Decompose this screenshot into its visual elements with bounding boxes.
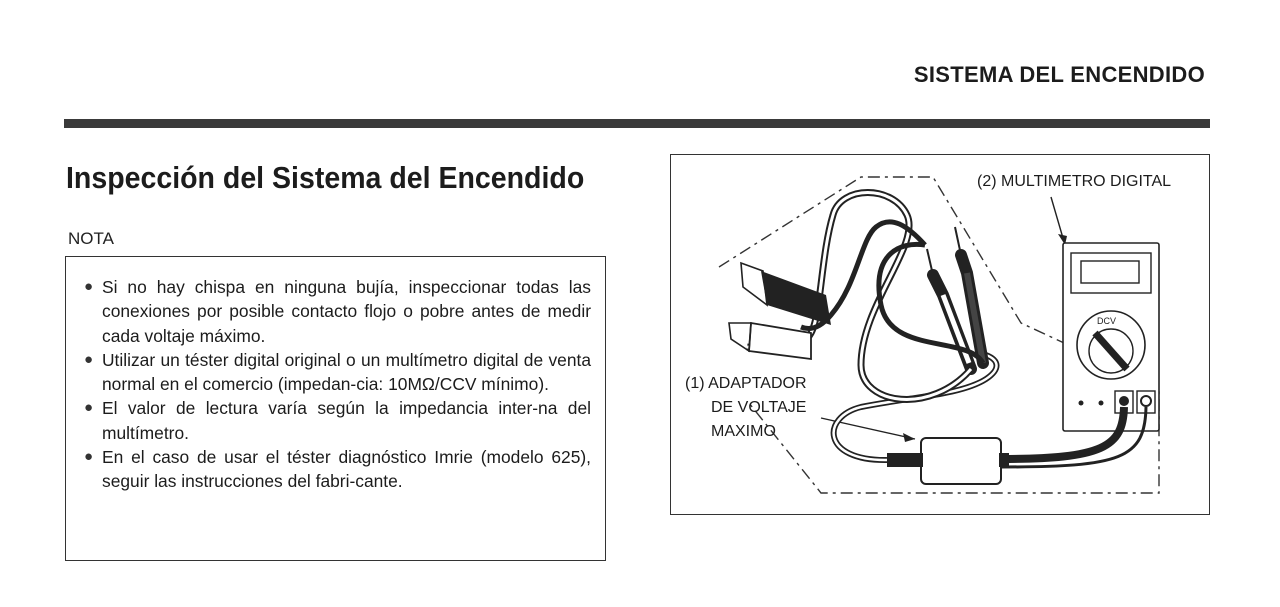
bullet-icon: ● (84, 278, 94, 295)
alligator-clip-icon (729, 323, 811, 359)
bullet-icon: ● (84, 350, 94, 368)
note-text: Si no hay chispa en ninguna bujía, inspeccionar todas las conexiones por posible contacto flojo o pobre antes de medir cada voltaje máximo. (102, 277, 591, 346)
figure-box (670, 154, 1210, 515)
note-text: El valor de lectura varía según la impedancia inter-na del multímetro. (102, 398, 591, 443)
multimeter-icon (1063, 243, 1159, 431)
multimeter-diagram (671, 155, 1209, 514)
adapter-label-line1: (1) ADAPTADOR (685, 375, 807, 392)
arrow-head-icon (903, 433, 915, 442)
bullet-icon: ● (84, 399, 94, 417)
section-title: SISTEMA DEL ENCENDIDO (913, 62, 1205, 87)
note-item (66, 396, 591, 445)
note-text: En el caso de usar el téster diagnóstico Imrie (modelo 625), seguir las instrucciones del fabri-cante. (102, 447, 591, 492)
note-item (66, 275, 591, 348)
bullet-icon: ● (84, 448, 94, 466)
note-box (65, 256, 606, 561)
dial-label: DCV (1097, 316, 1117, 326)
note-item (66, 445, 591, 494)
adapter-label-line3: MAXIMO (711, 423, 776, 440)
adapter-icon (887, 438, 1009, 484)
page-title: Inspección del Sistema del Encendido (66, 160, 585, 195)
header-rule (64, 119, 1210, 128)
note-item (66, 348, 591, 397)
alligator-clip-icon (741, 263, 831, 325)
note-list (66, 257, 605, 494)
multimeter-label: (2) MULTIMETRO DIGITAL (977, 173, 1172, 190)
note-text: Utilizar un téster digital original o un multímetro digital de venta normal en el comercio (impedan-cia: 10MΩ/CCV mínimo). (102, 349, 591, 395)
adapter-label-line2: DE VOLTAJE (711, 399, 807, 416)
note-label: NOTA (68, 229, 114, 248)
